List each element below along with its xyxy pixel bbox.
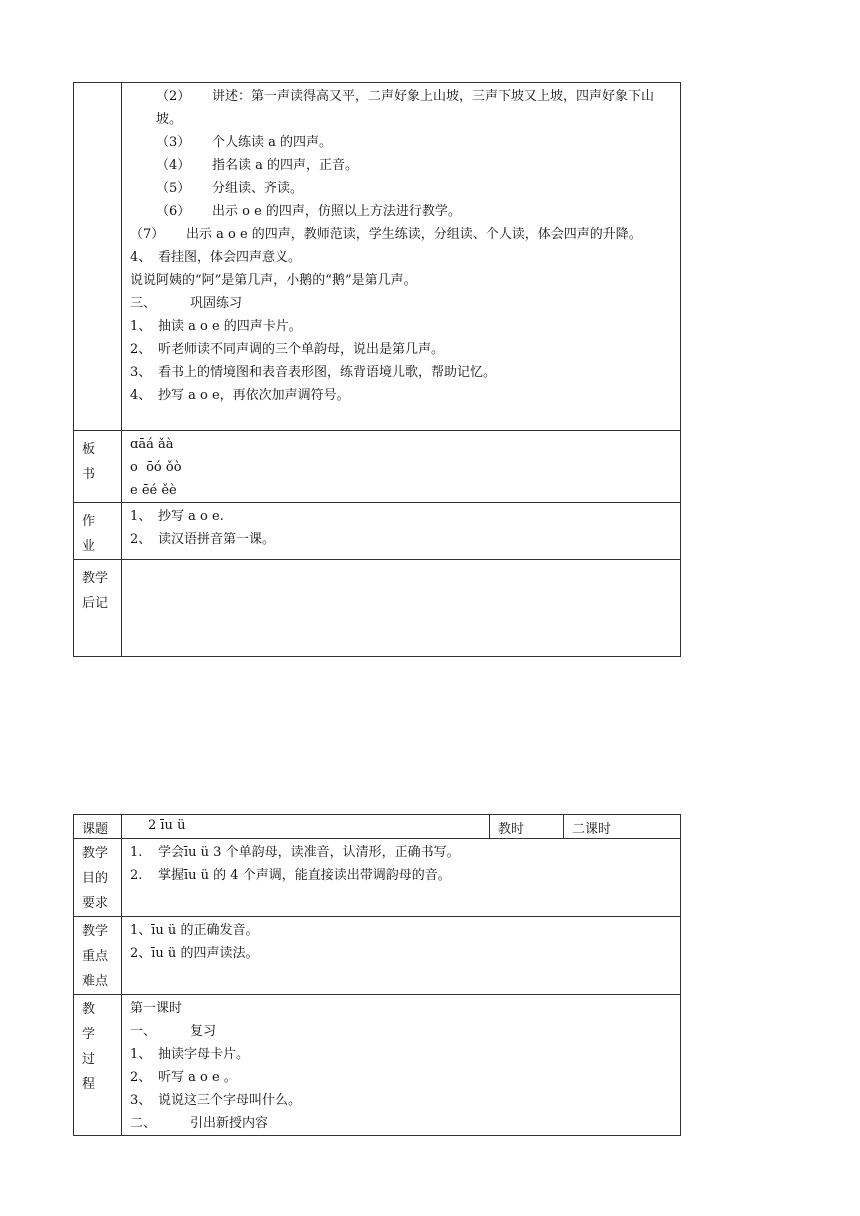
process-step-6: （6） 出示 o e 的四声，仿照以上方法进行教学。	[156, 204, 461, 219]
key-point-1: 1、īu ü 的正确发音。	[130, 923, 259, 938]
process-step-2: （2） 讲述：第一声读得高又平，二声好象上山坡，三声下坡又上坡，四声好象下山坡。	[156, 89, 655, 127]
review-item-3: 3、 说说这三个字母叫什么。	[130, 1093, 302, 1108]
board-content-cell	[122, 431, 681, 503]
key-content-cell	[122, 917, 681, 995]
notes-label-1: 教学	[82, 571, 109, 586]
lesson-table-2	[73, 814, 681, 1136]
process-label-3: 过	[82, 1052, 96, 1067]
process-step-3: （3） 个人练读 a 的四声。	[156, 135, 333, 150]
homework-label-2: 业	[82, 539, 96, 554]
board-line-a: ɑāá ǎà	[130, 437, 174, 452]
review-item-1: 1、 抽读字母卡片。	[130, 1047, 250, 1062]
key-point-2: 2、īu ü 的四声读法。	[130, 946, 259, 961]
homework-item-2: 2、 读汉语拼音第一课。	[130, 532, 276, 547]
review-item-2: 2、 听写 a o e 。	[130, 1070, 237, 1085]
board-line-o: o ōó ǒò	[130, 460, 182, 475]
hours-label: 教时	[498, 822, 525, 837]
section-1-heading: 一、 复习	[130, 1024, 217, 1039]
practice-item-4: 4、 抄写 a o e，再依次加声调符号。	[130, 388, 350, 403]
goals-label-1: 教学	[82, 846, 109, 861]
board-label-2: 书	[82, 467, 96, 482]
hours-value-cell	[564, 815, 681, 839]
key-label-1: 教学	[82, 924, 109, 939]
process-label-cell	[74, 83, 122, 431]
process-label-4: 程	[82, 1077, 96, 1092]
process-label-1: 教	[82, 1002, 96, 1017]
homework-content-cell	[122, 503, 681, 560]
lesson-table-continued	[73, 82, 681, 657]
process-label-2: 学	[82, 1027, 96, 1042]
process-step-7: （7） 出示 a o e 的四声，教师范读，学生练读，分组读、个人读，体会四声的升降。	[130, 227, 642, 242]
board-label-1: 板	[82, 442, 96, 457]
step-4-sub-line: 说说阿姨的“阿”是第几声，小鹅的“鹅”是第几声。	[130, 273, 417, 288]
process-step-5: （5） 分组读、齐读。	[156, 181, 304, 196]
homework-item-1: 1、 抄写 a o e.	[130, 509, 224, 524]
board-label-cell	[74, 431, 122, 503]
practice-item-1: 1、 抽读 a o e 的四声卡片。	[130, 319, 302, 334]
topic-value: 2 īu ü	[148, 818, 186, 833]
practice-item-2: 2、 听老师读不同声调的三个单韵母，说出是第几声。	[130, 342, 445, 357]
key-label-3: 难点	[82, 974, 109, 989]
lesson-heading: 第一课时	[130, 1001, 183, 1016]
homework-label-cell	[74, 503, 122, 560]
board-line-e: e ēé ěè	[130, 483, 177, 498]
goals-label-cell	[74, 839, 122, 917]
section-2-heading: 二、 引出新授内容	[130, 1116, 269, 1131]
topic-label-cell	[74, 815, 122, 839]
goals-label-3: 要求	[82, 896, 109, 911]
hours-value: 二课时	[572, 822, 612, 837]
process-content-cell	[122, 83, 681, 431]
goals-label-2: 目的	[82, 871, 109, 886]
goals-content-cell	[122, 839, 681, 917]
practice-item-3: 3、 看书上的情境图和表音表形图，练背语境儿歌，帮助记忆。	[130, 365, 497, 380]
key-label-cell	[74, 917, 122, 995]
section-3-heading: 三、 巩固练习	[130, 296, 243, 311]
goal-item-1: 1. 学会īu ü 3 个单韵母，读准音，认清形，正确书写。	[130, 845, 460, 860]
notes-content-cell	[122, 560, 681, 657]
step-4-line: 4、 看挂图，体会四声意义。	[130, 250, 302, 265]
notes-label-cell	[74, 560, 122, 657]
process-step-4: （4） 指名读 a 的四声，正音。	[156, 158, 359, 173]
notes-label-2: 后记	[82, 596, 109, 611]
key-label-2: 重点	[82, 949, 109, 964]
process-content-cell-2	[122, 995, 681, 1136]
process-label-cell-2	[74, 995, 122, 1136]
goal-item-2: 2. 掌握īu ü 的 4 个声调，能直接读出带调韵母的音。	[130, 868, 451, 883]
homework-label-1: 作	[82, 514, 96, 529]
topic-label: 课题	[82, 822, 109, 837]
topic-value-cell	[122, 815, 490, 839]
hours-label-cell	[490, 815, 564, 839]
